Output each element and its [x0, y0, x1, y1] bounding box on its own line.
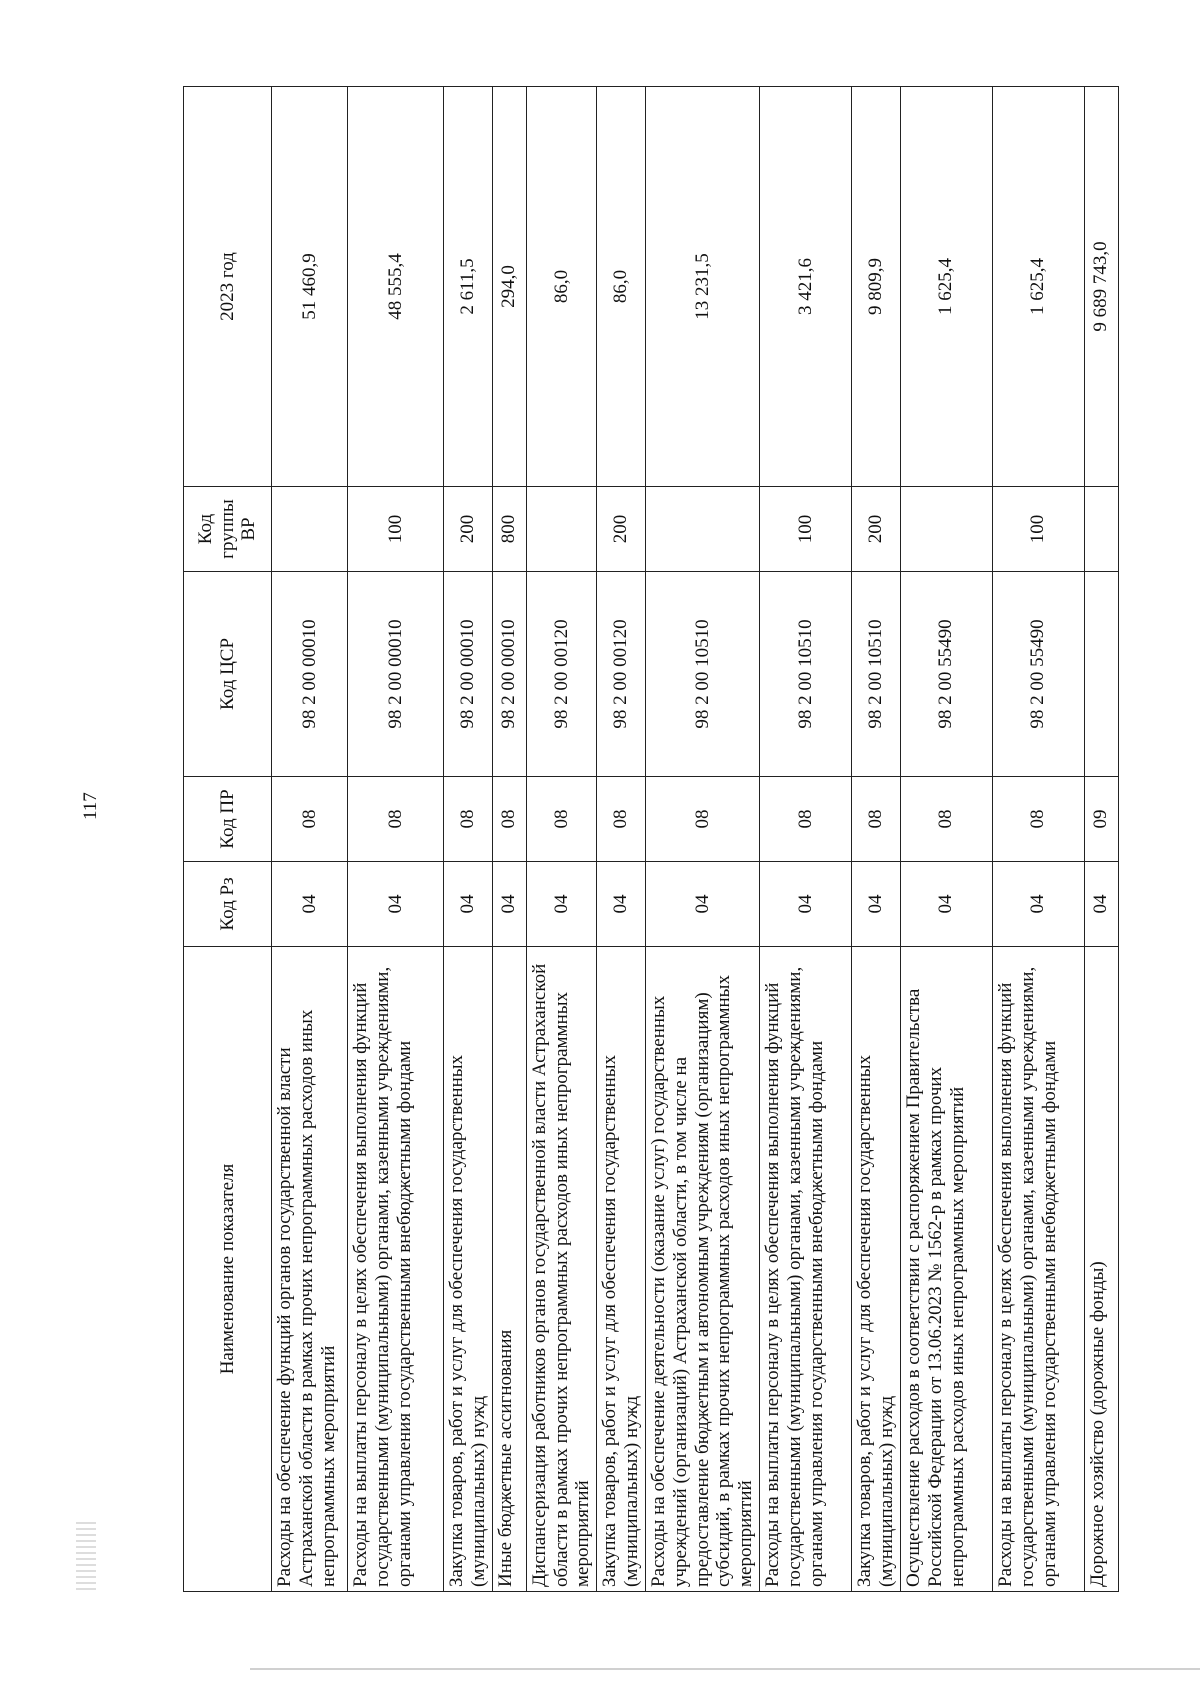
- row-rz: 04: [526, 862, 597, 947]
- row-name: Осуществление расходов в соответствии с распоряжением Правительства Российской Федерации от 13.06.2023 № 1562-р в рамках прочих непрограммных расходов иных непрограммных мероприятий: [900, 947, 992, 1592]
- row-name: Дорожное хозяйство (дорожные фонды): [1084, 947, 1118, 1592]
- row-name: Расходы на выплаты персоналу в целях обеспечения выполнения функций государственными (муниципальными) органами, казенными учреждениями, органами управления государственными внебюджетными фондами: [992, 947, 1084, 1592]
- row-csr: 98 2 00 10510: [852, 572, 901, 777]
- row-rz: 04: [852, 862, 901, 947]
- header-vr: Код группы ВР: [184, 487, 272, 572]
- row-amount: 86,0: [526, 87, 597, 487]
- row-pr: 08: [900, 777, 992, 862]
- table-row: [760, 87, 852, 1592]
- table-row: [348, 87, 444, 1592]
- row-name: Закупка товаров, работ и услуг для обеспечения государственных (муниципальных) нужд: [597, 947, 646, 1592]
- row-name: Расходы на выплаты персоналу в целях обеспечения выполнения функций государственными (муниципальными) органами, казенными учреждениями, органами управления государственными внебюджетными фондами: [348, 947, 444, 1592]
- row-name: Расходы на обеспечение функций органов государственной власти Астраханской области в рамках прочих непрограммных расходов иных непрограммных мероприятий: [272, 947, 348, 1592]
- table-row: [645, 87, 759, 1592]
- row-pr: 08: [348, 777, 444, 862]
- row-pr: 08: [444, 777, 493, 862]
- row-amount: 1 625,4: [992, 87, 1084, 487]
- row-vr: 800: [492, 487, 526, 572]
- row-rz: 04: [760, 862, 852, 947]
- row-vr: [1084, 487, 1118, 572]
- row-vr: [900, 487, 992, 572]
- scan-artifact: [76, 1522, 96, 1592]
- row-pr: 08: [272, 777, 348, 862]
- row-csr: 98 2 00 00120: [597, 572, 646, 777]
- row-csr: 98 2 00 00010: [348, 572, 444, 777]
- row-name: Иные бюджетные ассигнования: [492, 947, 526, 1592]
- row-amount: 9 689 743,0: [1084, 87, 1118, 487]
- row-name: Расходы на выплаты персоналу в целях обеспечения выполнения функций государственными (муниципальными) органами, казенными учреждениями, органами управления государственными внебюджетными фондами: [760, 947, 852, 1592]
- row-pr: 08: [597, 777, 646, 862]
- header-csr: Код ЦСР: [184, 572, 272, 777]
- row-rz: 04: [348, 862, 444, 947]
- row-csr: 98 2 00 00120: [526, 572, 597, 777]
- row-vr: 100: [992, 487, 1084, 572]
- row-vr: [645, 487, 759, 572]
- row-rz: 04: [444, 862, 493, 947]
- row-name: Диспансеризация работников органов государственной власти Астраханской области в рамках прочих непрограммных расходов иных непрограммных мероприятий: [526, 947, 597, 1592]
- row-csr: [1084, 572, 1118, 777]
- table-row: [992, 87, 1084, 1592]
- row-vr: 200: [597, 487, 646, 572]
- row-name: Закупка товаров, работ и услуг для обеспечения государственных (муниципальных) нужд: [852, 947, 901, 1592]
- header-year: 2023 год: [184, 87, 272, 487]
- table-header-row: [184, 87, 272, 1592]
- table-row: [444, 87, 493, 1592]
- row-csr: 98 2 00 10510: [645, 572, 759, 777]
- row-csr: 98 2 00 10510: [760, 572, 852, 777]
- row-vr: 200: [444, 487, 493, 572]
- row-pr: 08: [852, 777, 901, 862]
- row-rz: 04: [1084, 862, 1118, 947]
- row-amount: 86,0: [597, 87, 646, 487]
- row-csr: 98 2 00 00010: [272, 572, 348, 777]
- scan-artifact-line: [250, 1668, 1200, 1670]
- row-pr: 08: [992, 777, 1084, 862]
- row-pr: 08: [492, 777, 526, 862]
- row-vr: [272, 487, 348, 572]
- row-rz: 04: [645, 862, 759, 947]
- row-rz: 04: [900, 862, 992, 947]
- row-csr: 98 2 00 55490: [900, 572, 992, 777]
- header-pr: Код ПР: [184, 777, 272, 862]
- row-amount: 13 231,5: [645, 87, 759, 487]
- table-row: [852, 87, 901, 1592]
- row-vr: 100: [348, 487, 444, 572]
- row-amount: 51 460,9: [272, 87, 348, 487]
- table-row: [597, 87, 646, 1592]
- row-csr: 98 2 00 00010: [492, 572, 526, 777]
- row-rz: 04: [272, 862, 348, 947]
- row-vr: 200: [852, 487, 901, 572]
- row-pr: 08: [760, 777, 852, 862]
- row-amount: 1 625,4: [900, 87, 992, 487]
- rotated-table-container: [183, 87, 1112, 1592]
- table-row: [492, 87, 526, 1592]
- header-name: Наименование показателя: [184, 947, 272, 1592]
- row-rz: 04: [492, 862, 526, 947]
- header-rz: Код Рз: [184, 862, 272, 947]
- row-vr: 100: [760, 487, 852, 572]
- table-row: [526, 87, 597, 1592]
- row-vr: [526, 487, 597, 572]
- row-rz: 04: [992, 862, 1084, 947]
- row-name: Закупка товаров, работ и услуг для обеспечения государственных (муниципальных) нужд: [444, 947, 493, 1592]
- row-amount: 3 421,6: [760, 87, 852, 487]
- row-amount: 2 611,5: [444, 87, 493, 487]
- row-pr: 09: [1084, 777, 1118, 862]
- table-row: [1084, 87, 1118, 1592]
- row-csr: 98 2 00 55490: [992, 572, 1084, 777]
- row-name: Расходы на обеспечение деятельности (оказание услуг) государственных учреждений (организаций) Астраханской области, в том числе на предоставление бюджетным и автономным учреждениям (организациям) субсидий, в рамках прочих непрограммных расходов иных непрограммных мероприятий: [645, 947, 759, 1592]
- row-amount: 9 809,9: [852, 87, 901, 487]
- row-csr: 98 2 00 00010: [444, 572, 493, 777]
- row-amount: 294,0: [492, 87, 526, 487]
- budget-table: [183, 86, 1119, 1592]
- row-rz: 04: [597, 862, 646, 947]
- table-row: [272, 87, 348, 1592]
- row-pr: 08: [645, 777, 759, 862]
- row-amount: 48 555,4: [348, 87, 444, 487]
- page-number: 117: [80, 792, 101, 820]
- row-pr: 08: [526, 777, 597, 862]
- table-row: [900, 87, 992, 1592]
